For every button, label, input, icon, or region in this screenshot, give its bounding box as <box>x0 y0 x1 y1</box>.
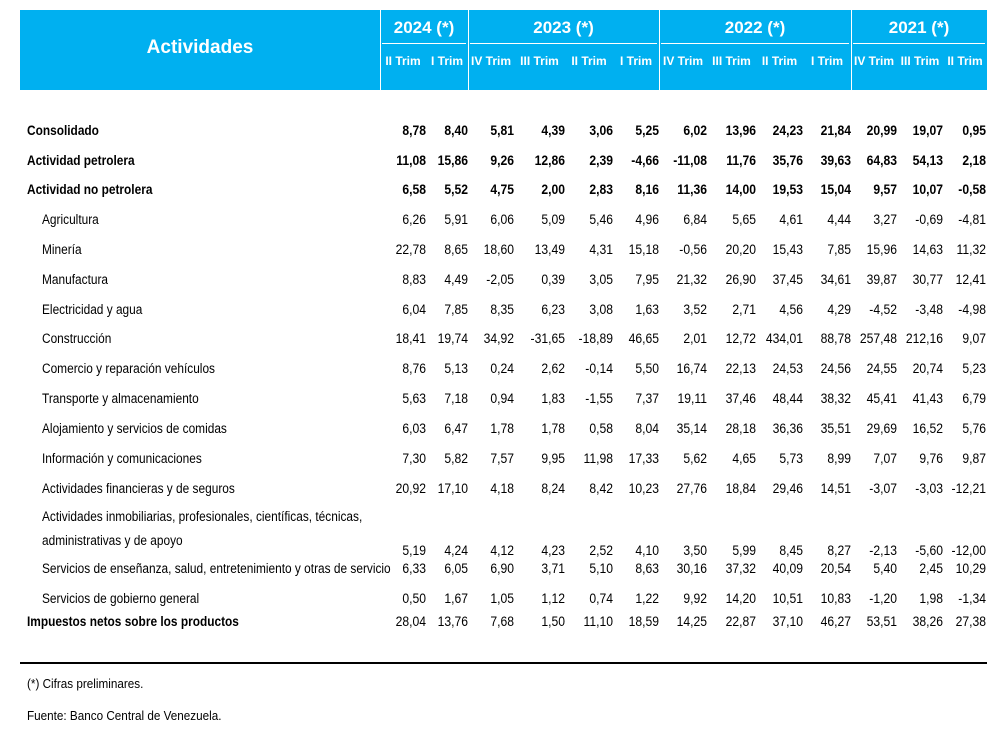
table-cell: 27,76 <box>676 481 707 496</box>
table-cell: 11,76 <box>726 153 756 168</box>
table-cell: 4,39 <box>541 123 565 138</box>
table-cell: 22,87 <box>725 614 756 629</box>
table-cell: 5,52 <box>444 182 468 197</box>
table-cell: 8,78 <box>402 123 426 138</box>
table-cell: 10,51 <box>772 591 803 606</box>
quarter-header: III Trim <box>520 54 559 68</box>
table-cell: 15,86 <box>437 153 468 168</box>
table-cell: -31,65 <box>530 331 565 346</box>
table-cell: 4,18 <box>490 481 514 496</box>
table-cell: 1,78 <box>541 421 565 436</box>
table-cell: 19,53 <box>772 182 803 197</box>
table-cell: 0,74 <box>589 591 613 606</box>
table-cell: 6,26 <box>402 212 426 227</box>
table-cell: 10,07 <box>912 182 943 197</box>
row-label: Actividad no petrolera <box>27 182 153 197</box>
table-cell: 5,62 <box>683 451 707 466</box>
table-cell: 10,29 <box>955 561 986 576</box>
table-cell: 4,12 <box>490 543 514 558</box>
table-cell: 24,23 <box>772 123 803 138</box>
table-cell: 19,11 <box>677 391 707 406</box>
table-cell: 21,32 <box>676 272 707 287</box>
table-cell: 30,77 <box>912 272 943 287</box>
table-cell: 16,74 <box>676 361 707 376</box>
table-cell: 26,90 <box>725 272 756 287</box>
table-cell: 0,95 <box>962 123 986 138</box>
table-cell: 1,67 <box>444 591 468 606</box>
table-cell: 46,27 <box>820 614 851 629</box>
table-cell: 1,78 <box>490 421 514 436</box>
table-cell: -0,58 <box>958 182 986 197</box>
table-cell: 18,60 <box>483 242 514 257</box>
table-cell: 4,31 <box>589 242 613 257</box>
table-cell: 37,32 <box>725 561 756 576</box>
table-cell: -4,81 <box>958 212 986 227</box>
row-label: Impuestos netos sobre los productos <box>27 614 239 629</box>
table-cell: 6,84 <box>683 212 707 227</box>
table-cell: 3,06 <box>589 123 613 138</box>
year-header: 2022 (*) <box>724 18 786 37</box>
table-cell: 5,63 <box>402 391 426 406</box>
table-cell: 4,65 <box>732 451 756 466</box>
table-cell: -3,03 <box>915 481 943 496</box>
table-cell: 8,35 <box>490 302 514 317</box>
table-cell: 45,41 <box>866 391 897 406</box>
table-cell: 64,83 <box>866 153 897 168</box>
table-cell: 8,27 <box>827 543 851 558</box>
year-header: 2023 (*) <box>533 18 594 37</box>
quarter-header: II Trim <box>571 54 607 68</box>
table-cell: 6,02 <box>683 123 707 138</box>
table-cell: 4,61 <box>779 212 803 227</box>
table-cell: 8,42 <box>589 481 613 496</box>
quarter-header: IV Trim <box>662 54 703 68</box>
table-cell: -0,56 <box>679 242 707 257</box>
table-cell: 15,18 <box>628 242 659 257</box>
table-cell: 5,09 <box>541 212 565 227</box>
table-cell: 0,24 <box>490 361 514 376</box>
table-cell: 35,76 <box>772 153 803 168</box>
row-label: Electricidad y agua <box>42 302 143 317</box>
table-cell: 53,51 <box>866 614 897 629</box>
row-label: Actividad petrolera <box>27 153 135 168</box>
table-cell: 18,41 <box>395 331 426 346</box>
table-cell: 21,84 <box>820 123 851 138</box>
table-cell: 5,99 <box>732 543 756 558</box>
table-cell: 0,50 <box>402 591 426 606</box>
table-cell: 54,13 <box>912 153 943 168</box>
table-cell: 10,23 <box>628 481 659 496</box>
table-cell: 4,49 <box>444 272 468 287</box>
table-cell: 12,86 <box>534 153 565 168</box>
table-cell: 4,24 <box>444 543 468 558</box>
preliminary-note: (*) Cifras preliminares. <box>27 676 144 691</box>
table-cell: 13,76 <box>437 614 468 629</box>
table-cell: 4,75 <box>490 182 514 197</box>
table-cell: 7,18 <box>444 391 468 406</box>
table-cell: 2,00 <box>541 182 565 197</box>
row-label: Consolidado <box>27 123 99 138</box>
table-cell: 24,53 <box>772 361 803 376</box>
table-cell: 1,05 <box>490 591 514 606</box>
table-cell: 9,87 <box>962 451 986 466</box>
table-cell: 3,08 <box>589 302 613 317</box>
table-cell: 7,37 <box>635 391 659 406</box>
table-cell: 3,05 <box>589 272 613 287</box>
table-cell: 3,27 <box>873 212 897 227</box>
table-cell: 46,65 <box>628 331 659 346</box>
table-cell: -12,21 <box>951 481 986 496</box>
table-cell: 5,10 <box>589 561 613 576</box>
table-cell: 1,83 <box>541 391 565 406</box>
quarter-header: IV Trim <box>470 54 511 68</box>
table-cell: 22,13 <box>725 361 756 376</box>
table-cell: -1,34 <box>958 591 986 606</box>
table-cell: -2,13 <box>869 543 897 558</box>
table-cell: 6,58 <box>402 182 426 197</box>
table-cell: 40,09 <box>772 561 803 576</box>
table-cell: 13,49 <box>534 242 565 257</box>
table-cell: 35,14 <box>676 421 707 436</box>
table-cell: 8,16 <box>635 182 659 197</box>
table-cell: 6,03 <box>402 421 426 436</box>
table-cell: 22,78 <box>395 242 426 257</box>
table-cell: -2,05 <box>486 272 514 287</box>
table-cell: 18,84 <box>725 481 756 496</box>
table-cell: 9,76 <box>919 451 943 466</box>
table-cell: 2,01 <box>683 331 707 346</box>
table-cell: 5,46 <box>589 212 613 227</box>
table-cell: 24,56 <box>820 361 851 376</box>
table-cell: 38,32 <box>820 391 851 406</box>
table-cell: 9,07 <box>962 331 986 346</box>
table-cell: 20,20 <box>725 242 756 257</box>
table-cell: 2,45 <box>919 561 943 576</box>
row-label: Transporte y almacenamiento <box>42 391 199 406</box>
table-cell: 12,41 <box>955 272 986 287</box>
table-cell: 3,71 <box>541 561 565 576</box>
table-cell: 27,38 <box>955 614 986 629</box>
table-cell: 4,29 <box>827 302 851 317</box>
table-cell: 5,50 <box>635 361 659 376</box>
table-cell: 6,33 <box>402 561 426 576</box>
table-cell: -0,69 <box>915 212 943 227</box>
table-cell: 5,25 <box>635 123 659 138</box>
table-cell: 1,50 <box>541 614 565 629</box>
table-cell: 19,74 <box>437 331 468 346</box>
table-cell: 7,30 <box>402 451 426 466</box>
table-cell: 20,92 <box>395 481 426 496</box>
table-cell: 2,83 <box>589 182 613 197</box>
quarter-header: I Trim <box>430 54 463 68</box>
table-cell: 14,25 <box>676 614 707 629</box>
table-cell: 39,87 <box>866 272 897 287</box>
row-label: Servicios de enseñanza, salud, entretenimiento y otras de servicio <box>42 561 391 576</box>
table-cell: 18,59 <box>628 614 659 629</box>
table-cell: 15,04 <box>820 182 851 197</box>
table-cell: 14,20 <box>725 591 756 606</box>
table-cell: -4,52 <box>869 302 897 317</box>
table-cell: 20,99 <box>866 123 897 138</box>
table-cell: -12,00 <box>951 543 986 558</box>
table-cell: 2,62 <box>541 361 565 376</box>
table-cell: 30,16 <box>676 561 707 576</box>
table-cell: 6,47 <box>444 421 468 436</box>
table-cell: 11,36 <box>677 182 707 197</box>
table-cell: 8,45 <box>779 543 803 558</box>
table-cell: -18,89 <box>578 331 613 346</box>
table-cell: 9,57 <box>873 182 897 197</box>
table-cell: 3,50 <box>683 543 707 558</box>
table-cell: 14,63 <box>912 242 943 257</box>
row-label-continued: administrativas y de apoyo <box>42 533 183 548</box>
table-cell: 5,40 <box>873 561 897 576</box>
table-cell: -4,98 <box>958 302 986 317</box>
table-cell: -11,08 <box>673 153 707 168</box>
table-cell: -3,07 <box>869 481 897 496</box>
table-cell: -0,14 <box>585 361 613 376</box>
table-cell: 14,00 <box>725 182 756 197</box>
table-cell: 1,12 <box>541 591 565 606</box>
table-cell: 5,82 <box>444 451 468 466</box>
table-cell: 11,10 <box>583 614 613 629</box>
row-label: Comercio y reparación vehículos <box>42 361 216 376</box>
table-cell: 20,74 <box>912 361 943 376</box>
year-header: 2021 (*) <box>888 18 950 37</box>
table-cell: 41,43 <box>912 391 943 406</box>
row-label: Servicios de gobierno general <box>42 591 200 606</box>
table-cell: 14,51 <box>820 481 851 496</box>
table-cell: 7,68 <box>490 614 514 629</box>
table-cell: 6,05 <box>444 561 468 576</box>
table-cell: 0,94 <box>490 391 514 406</box>
table-cell: 34,92 <box>483 331 514 346</box>
row-label: Manufactura <box>42 272 109 287</box>
source-note: Fuente: Banco Central de Venezuela. <box>27 708 222 723</box>
table-cell: 29,46 <box>772 481 803 496</box>
table-cell: 13,96 <box>725 123 756 138</box>
table-cell: 9,95 <box>541 451 565 466</box>
table-cell: 35,51 <box>820 421 851 436</box>
activities-header: Actividades <box>146 37 254 58</box>
table-cell: 8,99 <box>827 451 851 466</box>
table-cell: 434,01 <box>765 331 803 346</box>
table-cell: 8,63 <box>635 561 659 576</box>
table-cell: 37,10 <box>772 614 803 629</box>
table-cell: 36,36 <box>772 421 803 436</box>
table-cell: 7,57 <box>490 451 514 466</box>
row-label: Actividades inmobiliarias, profesionales, científicas, técnicas, <box>42 509 363 524</box>
table-cell: 2,71 <box>732 302 756 317</box>
table-cell: 5,19 <box>402 543 426 558</box>
quarter-header: II Trim <box>761 54 798 68</box>
table-cell: 7,85 <box>444 302 468 317</box>
table-cell: 8,24 <box>541 481 565 496</box>
table-cell: 8,83 <box>402 272 426 287</box>
table-cell: 6,79 <box>962 391 986 406</box>
table-cell: -4,66 <box>631 153 659 168</box>
quarter-header: II Trim <box>947 54 983 68</box>
table-cell: 4,44 <box>827 212 851 227</box>
table-cell: 24,55 <box>866 361 897 376</box>
table-cell: 8,65 <box>444 242 468 257</box>
quarter-header: II Trim <box>385 54 421 68</box>
table-cell: 37,46 <box>725 391 756 406</box>
table-cell: 8,40 <box>444 123 468 138</box>
row-label: Construcción <box>42 331 112 346</box>
table-cell: 16,52 <box>912 421 943 436</box>
table-cell: 212,16 <box>905 331 943 346</box>
table-cell: 1,22 <box>635 591 659 606</box>
table-cell: 7,85 <box>827 242 851 257</box>
table-cell: 8,04 <box>635 421 659 436</box>
table-cell: 5,73 <box>779 451 803 466</box>
table-cell: 8,76 <box>402 361 426 376</box>
table-cell: 88,78 <box>820 331 851 346</box>
quarter-header: III Trim <box>900 54 940 68</box>
table-cell: 1,63 <box>635 302 659 317</box>
table-cell: 29,69 <box>866 421 897 436</box>
table-cell: 4,56 <box>779 302 803 317</box>
table-cell: 15,43 <box>772 242 803 257</box>
quarter-header: IV Trim <box>853 54 894 68</box>
table-cell: 37,45 <box>772 272 803 287</box>
year-header: 2024 (*) <box>393 18 455 37</box>
table-cell: 4,10 <box>635 543 659 558</box>
table-cell: 4,96 <box>635 212 659 227</box>
table-cell: 2,52 <box>589 543 613 558</box>
table-cell: 28,04 <box>395 614 426 629</box>
table-cell: 39,63 <box>820 153 851 168</box>
table-cell: -1,55 <box>585 391 613 406</box>
table-cell: 6,04 <box>402 302 426 317</box>
quarter-header: I Trim <box>619 54 652 68</box>
row-label: Información y comunicaciones <box>42 451 202 466</box>
table-cell: 10,83 <box>820 591 851 606</box>
table-cell: 1,98 <box>919 591 943 606</box>
table-cell: -3,48 <box>915 302 943 317</box>
table-cell: -5,60 <box>915 543 943 558</box>
table-cell: 7,95 <box>635 272 659 287</box>
table-cell: 38,26 <box>912 614 943 629</box>
row-label: Minería <box>42 242 82 257</box>
table-cell: 11,98 <box>583 451 613 466</box>
quarter-header: III Trim <box>712 54 751 68</box>
table-cell: 2,18 <box>962 153 986 168</box>
table-cell: 48,44 <box>772 391 803 406</box>
row-label: Agricultura <box>42 212 99 227</box>
table-cell: 5,91 <box>444 212 468 227</box>
table-cell: 5,81 <box>490 123 514 138</box>
table-cell: 5,65 <box>732 212 756 227</box>
footer-rule <box>20 662 987 664</box>
table-cell: 3,52 <box>683 302 707 317</box>
table-cell: -1,20 <box>869 591 897 606</box>
table-cell: 19,07 <box>912 123 943 138</box>
table-cell: 5,13 <box>444 361 468 376</box>
table-cell: 0,39 <box>541 272 565 287</box>
table-cell: 20,54 <box>820 561 851 576</box>
table-cell: 11,08 <box>396 153 426 168</box>
table-cell: 34,61 <box>820 272 851 287</box>
table-cell: 17,33 <box>628 451 659 466</box>
quarter-header: I Trim <box>810 54 843 68</box>
table-cell: 7,07 <box>873 451 897 466</box>
row-label: Actividades financieras y de seguros <box>42 481 235 496</box>
table-cell: 17,10 <box>437 481 468 496</box>
table-cell: 6,23 <box>541 302 565 317</box>
table-cell: 2,39 <box>589 153 613 168</box>
row-label: Alojamiento y servicios de comidas <box>42 421 227 436</box>
table-cell: 5,23 <box>962 361 986 376</box>
table-cell: 9,26 <box>490 153 514 168</box>
table-cell: 9,92 <box>683 591 707 606</box>
table-cell: 4,23 <box>541 543 565 558</box>
table-cell: 6,90 <box>490 561 514 576</box>
table-cell: 5,76 <box>962 421 986 436</box>
table-cell: 15,96 <box>866 242 897 257</box>
table-cell: 6,06 <box>490 212 514 227</box>
table-cell: 12,72 <box>725 331 756 346</box>
table-cell: 0,58 <box>589 421 613 436</box>
table-cell: 11,32 <box>956 242 986 257</box>
table-cell: 257,48 <box>859 331 897 346</box>
table-cell: 28,18 <box>725 421 756 436</box>
